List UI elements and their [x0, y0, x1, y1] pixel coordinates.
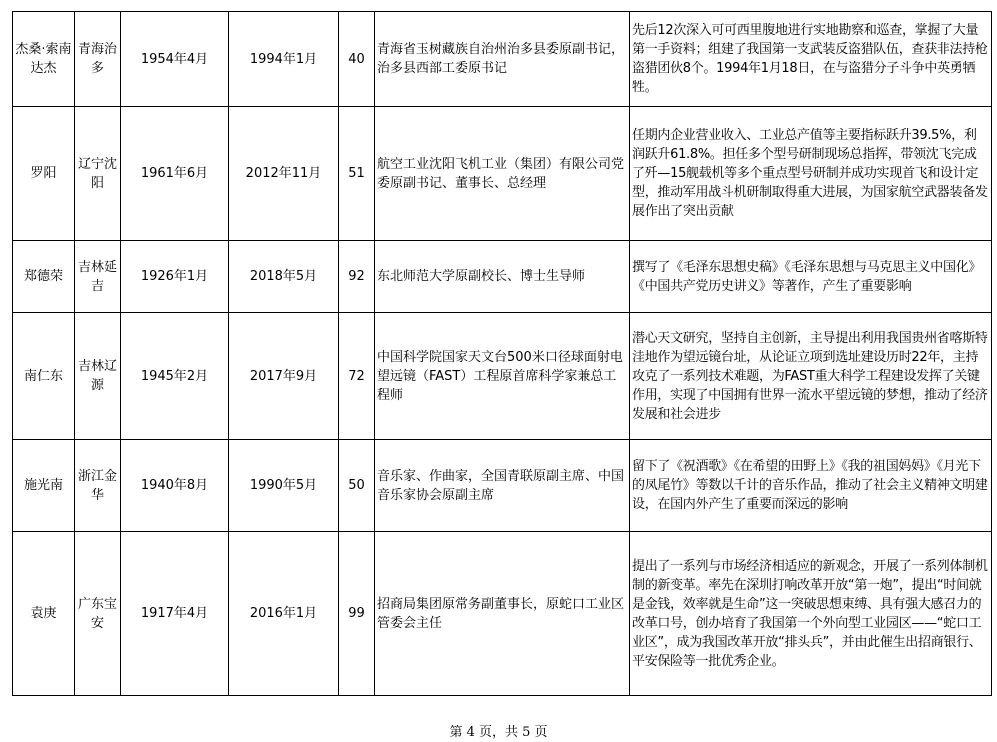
position-title-cell: 招商局集团原常务副董事长，原蛇口工业区管委会主任: [375, 532, 630, 696]
age-cell: 92: [339, 241, 375, 313]
age-cell: 99: [339, 532, 375, 696]
achievement-description-cell: 先后12次深入可可西里腹地进行实地勘察和巡查，掌握了大量第一手资料；组建了我国第一支武装反盗猎队伍，查获非法持枪盗猎团伙8个。1994年1月18日，在与盗猎分子斗争中英勇牺牲。: [630, 12, 992, 107]
position-title-cell: 中国科学院国家天文台500米口径球面射电望远镜（FAST）工程原首席科学家兼总工程师: [375, 313, 630, 440]
age-cell: 51: [339, 107, 375, 241]
birth-date-cell: 1954年4月: [121, 12, 229, 107]
table-row: [13, 440, 992, 532]
position-title-cell: 音乐家、作曲家，全国青联原副主席、中国音乐家协会原副主席: [375, 440, 630, 532]
table-row: [13, 532, 992, 696]
position-title-cell: 东北师范大学原副校长、博士生导师: [375, 241, 630, 313]
birth-date-cell: 1940年8月: [121, 440, 229, 532]
honorees-table: [12, 11, 992, 696]
achievement-description-cell: 留下了《祝酒歌》《在希望的田野上》《我的祖国妈妈》《月光下的凤尾竹》等数以千计的音乐作品，推动了社会主义精神文明建设，在国内外产生了重要而深远的影响: [630, 440, 992, 532]
table-row: [13, 241, 992, 313]
birth-date-cell: 1917年4月: [121, 532, 229, 696]
birthplace-cell: 辽宁沈阳: [75, 107, 121, 241]
achievement-description-cell: 潜心天文研究，坚持自主创新，主导提出利用我国贵州省喀斯特洼地作为望远镜台址，从论证立项到选址建设历时22年，主持攻克了一系列技术难题，为FAST重大科学工程建设发挥了关键作用，实现了中国拥有世界一流水平望远镜的梦想，推动了经济发展和社会进步: [630, 313, 992, 440]
birthplace-cell: 广东宝安: [75, 532, 121, 696]
death-date-cell: 1990年5月: [229, 440, 339, 532]
person-name-cell: 郑德荣: [13, 241, 75, 313]
table-row: [13, 12, 992, 107]
death-date-cell: 2018年5月: [229, 241, 339, 313]
table-body: [13, 12, 992, 696]
table-row: [13, 313, 992, 440]
birthplace-cell: 吉林辽源: [75, 313, 121, 440]
table-row: [13, 107, 992, 241]
achievement-description-cell: 任期内企业营业收入、工业总产值等主要指标跃升39.5%，利润跃升61.8%。担任多个型号研制现场总指挥，带领沈飞完成了歼—15舰载机等多个重点型号研制并成功实现首飞和设计定型，推动军用战斗机研制取得重大进展，为国家航空武器装备发展作出了突出贡献: [630, 107, 992, 241]
death-date-cell: 2012年11月: [229, 107, 339, 241]
birth-date-cell: 1945年2月: [121, 313, 229, 440]
death-date-cell: 1994年1月: [229, 12, 339, 107]
age-cell: 72: [339, 313, 375, 440]
birthplace-cell: 吉林延吉: [75, 241, 121, 313]
achievement-description-cell: 提出了一系列与市场经济相适应的新观念，开展了一系列体制机制的新变革。率先在深圳打响改革开放“第一炮”，提出“时间就是金钱，效率就是生命”这一突破思想束缚、具有强大感召力的改革口号，创办培育了我国第一个外向型工业园区——“蛇口工业区”，成为我国改革开放“排头兵”，并由此催生出招商银行、平安保险等一批优秀企业。: [630, 532, 992, 696]
age-cell: 40: [339, 12, 375, 107]
position-title-cell: 青海省玉树藏族自治州治多县委原副书记，治多县西部工委原书记: [375, 12, 630, 107]
position-title-cell: 航空工业沈阳飞机工业（集团）有限公司党委原副书记、董事长、总经理: [375, 107, 630, 241]
death-date-cell: 2016年1月: [229, 532, 339, 696]
achievement-description-cell: 撰写了《毛泽东思想史稿》《毛泽东思想与马克思主义中国化》《中国共产党历史讲义》等著作，产生了重要影响: [630, 241, 992, 313]
birthplace-cell: 青海治多: [75, 12, 121, 107]
birth-date-cell: 1961年6月: [121, 107, 229, 241]
death-date-cell: 2017年9月: [229, 313, 339, 440]
person-name-cell: 袁庚: [13, 532, 75, 696]
page-footer: 第 4 页，共 5 页: [449, 725, 548, 740]
birth-date-cell: 1926年1月: [121, 241, 229, 313]
person-name-cell: 南仁东: [13, 313, 75, 440]
person-name-cell: 施光南: [13, 440, 75, 532]
person-name-cell: 罗阳: [13, 107, 75, 241]
birthplace-cell: 浙江金华: [75, 440, 121, 532]
age-cell: 50: [339, 440, 375, 532]
person-name-cell: 杰桑·索南达杰: [13, 12, 75, 107]
